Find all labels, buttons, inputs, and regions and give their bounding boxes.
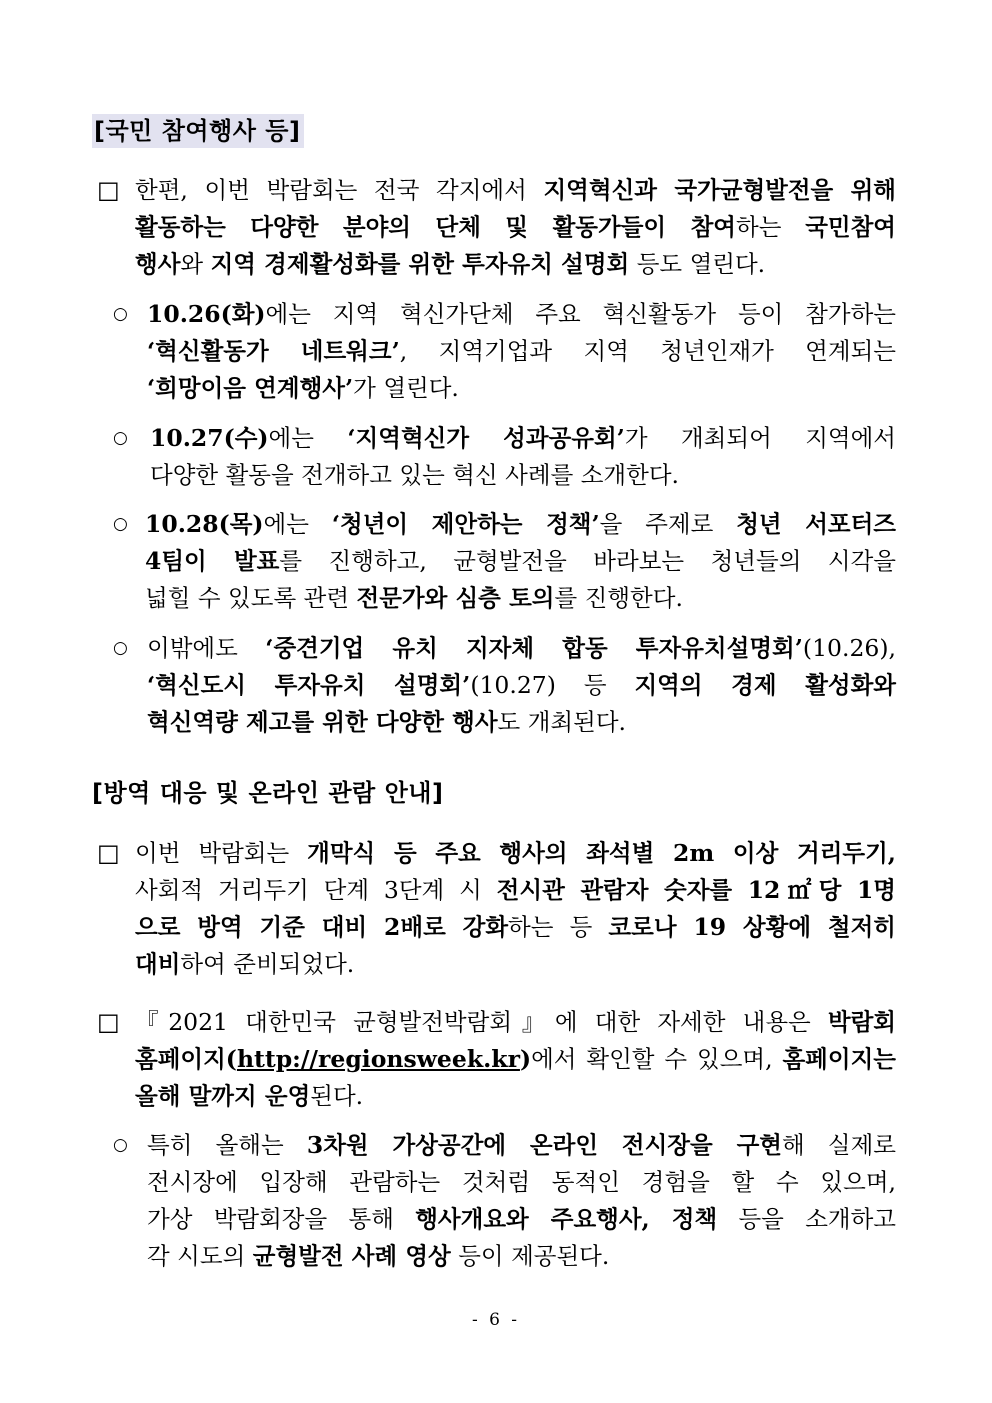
text-run: ‘청년이 제안하는 정책’: [331, 510, 600, 538]
text-run: ‘중견기업 유치 지자체 합동 투자유치설명회’: [265, 634, 803, 662]
text-run: 등을 소개하고: [717, 1205, 896, 1233]
text-run: 가 개최되어 지역에서: [624, 424, 896, 452]
text-run: 10.26(화): [147, 300, 266, 328]
text-run: 행사개요와 주요행사, 정책: [415, 1205, 718, 1233]
text-line: [147, 370, 896, 407]
text-line: [135, 209, 896, 246]
text-line: [147, 1164, 896, 1201]
text-run: 청년 서포터즈: [736, 510, 896, 538]
text-line: [135, 946, 896, 983]
text-run: 를 진행한다.: [554, 584, 683, 612]
text-line: [150, 420, 896, 457]
square-bullet-icon: □: [97, 1008, 120, 1036]
circle-bullet-icon: ○: [113, 638, 128, 658]
text-run: 등이 제공된다.: [450, 1242, 610, 1270]
text-run: 를 진행하고, 균형발전을 바라보는 청년들의 시각을: [279, 547, 896, 575]
text-run: 박람회: [827, 1008, 896, 1036]
text-run: 홈페이지(: [135, 1045, 237, 1073]
section1-paragraph: [135, 172, 896, 283]
text-run: 혁신역량 제고를 위한 다양한 행사: [147, 708, 498, 736]
page-number: - 6 -: [471, 1310, 521, 1330]
text-run: 10.27(수): [150, 424, 269, 452]
section-heading-participation: [국민 참여행사 등]: [92, 114, 304, 148]
text-line: [147, 667, 896, 704]
text-run: 지역혁신과 국가균형발전을 위해: [543, 176, 896, 204]
circle-bullet-icon: ○: [113, 1135, 128, 1155]
text-run: 올해 말까지 운영: [135, 1082, 311, 1110]
text-run: 에는: [268, 424, 348, 452]
text-line: [147, 630, 896, 667]
text-line: [145, 580, 896, 617]
text-run: 해 실제로: [782, 1131, 896, 1159]
text-run: 을 주제로: [599, 510, 737, 538]
text-run: 으로 방역 기준 대비 2배로 강화: [135, 913, 509, 941]
section-heading-quarantine: [방역 대응 및 온라인 관람 안내]: [92, 779, 444, 807]
text-run: ): [519, 1045, 532, 1073]
text-run: 가상 박람회장을 통해: [147, 1205, 416, 1233]
text-run: 홈페이지는: [782, 1045, 896, 1073]
text-line: [147, 333, 896, 370]
section1-paragraph: [147, 296, 896, 407]
text-run: 지역의 경제 활성화와: [634, 671, 896, 699]
text-line: [145, 543, 896, 580]
text-run: 10.28(목): [145, 510, 264, 538]
section2-paragraph: [147, 1127, 896, 1275]
text-run: 하는: [736, 213, 806, 241]
text-run: 한편, 이번 박람회는 전국 각지에서: [135, 176, 544, 204]
text-line: [135, 835, 896, 872]
text-run: 에서 확인할 수 있으며,: [531, 1045, 783, 1073]
text-run: 이번 박람회는: [135, 839, 308, 867]
text-line: [147, 296, 896, 333]
text-run: 대비: [135, 950, 181, 978]
section1-paragraph: [145, 506, 896, 617]
text-line: [135, 909, 896, 946]
section2-paragraph: [135, 1004, 896, 1115]
circle-bullet-icon: ○: [113, 514, 128, 534]
text-run: 이밖에도: [147, 634, 266, 662]
text-run: 하는 등: [508, 913, 609, 941]
circle-bullet-icon: ○: [113, 304, 128, 324]
text-run: 사회적 거리두기 단계 3단계 시: [135, 876, 497, 904]
text-run: 전시관 관람자 숫자를 12㎡당 1명: [496, 876, 896, 904]
section1-paragraph: [147, 630, 896, 741]
text-run: (10.26),: [802, 634, 896, 662]
text-run: 된다.: [310, 1082, 364, 1110]
square-bullet-icon: □: [97, 839, 120, 867]
text-line: [147, 1238, 896, 1275]
circle-bullet-icon: ○: [113, 428, 128, 448]
text-run: 에는 지역 혁신가단체 주요 혁신활동가 등이 참가하는: [265, 300, 896, 328]
text-run: 넓힐 수 있도록 관련: [145, 584, 357, 612]
section2-paragraph: [135, 835, 896, 983]
text-run: 3차원 가상공간에 온라인 전시장을 구현: [306, 1131, 783, 1159]
text-run: 지역 경제활성화를 위한 투자유치 설명회: [210, 250, 630, 278]
text-run: 등도 열린다.: [629, 250, 766, 278]
text-line: [135, 1041, 896, 1078]
text-line: [135, 246, 896, 283]
section1-paragraph: [150, 420, 896, 494]
text-run: 4팀이 발표: [145, 547, 280, 575]
text-run: 『2021 대한민국 균형발전박람회』에 대한 자세한 내용은: [135, 1008, 828, 1036]
text-run: 가 열린다.: [353, 374, 459, 402]
text-line: [145, 506, 896, 543]
text-run: 전문가와 심층 토의: [356, 584, 555, 612]
homepage-link[interactable]: http://regionsweek.kr: [236, 1045, 520, 1073]
text-run: 하여 준비되었다.: [180, 950, 355, 978]
text-run: 코로나 19 상황에 철저히: [608, 913, 896, 941]
text-run: 국민참여: [805, 213, 896, 241]
text-run: (10.27) 등: [470, 671, 635, 699]
text-run: 도 개최된다.: [497, 708, 626, 736]
text-run: 와: [180, 250, 211, 278]
text-line: [135, 1078, 896, 1115]
text-line: [135, 172, 896, 209]
text-run: ‘혁신활동가 네트워크’: [147, 337, 400, 365]
text-run: 각 시도의: [147, 1242, 253, 1270]
text-run: 전시장에 입장해 관람하는 것처럼 동적인 경험을 할 수 있으며,: [147, 1168, 896, 1196]
text-run: 활동하는 다양한 분야의 단체 및 활동가들이 참여: [135, 213, 736, 241]
text-run: , 지역기업과 지역 청년인재가 연계되는: [399, 337, 896, 365]
text-line: [147, 1201, 896, 1238]
text-line: [135, 1004, 896, 1041]
text-run: ‘혁신도시 투자유치 설명회’: [147, 671, 471, 699]
text-run: 에는: [263, 510, 332, 538]
text-run: 행사: [135, 250, 181, 278]
text-line: [147, 1127, 896, 1164]
text-run: 특히 올해는: [147, 1131, 307, 1159]
text-run: 개막식 등 주요 행사의 좌석별 2m 이상 거리두기,: [307, 839, 896, 867]
text-line: [147, 704, 896, 741]
text-line: [150, 457, 896, 494]
square-bullet-icon: □: [97, 176, 120, 204]
text-run: ‘희망이음 연계행사’: [147, 374, 354, 402]
text-line: [135, 872, 896, 909]
text-run: ‘지역혁신가 성과공유회’: [347, 424, 625, 452]
text-run: 균형발전 사례 영상: [252, 1242, 451, 1270]
text-run: 다양한 활동을 전개하고 있는 혁신 사례를 소개한다.: [150, 461, 680, 489]
